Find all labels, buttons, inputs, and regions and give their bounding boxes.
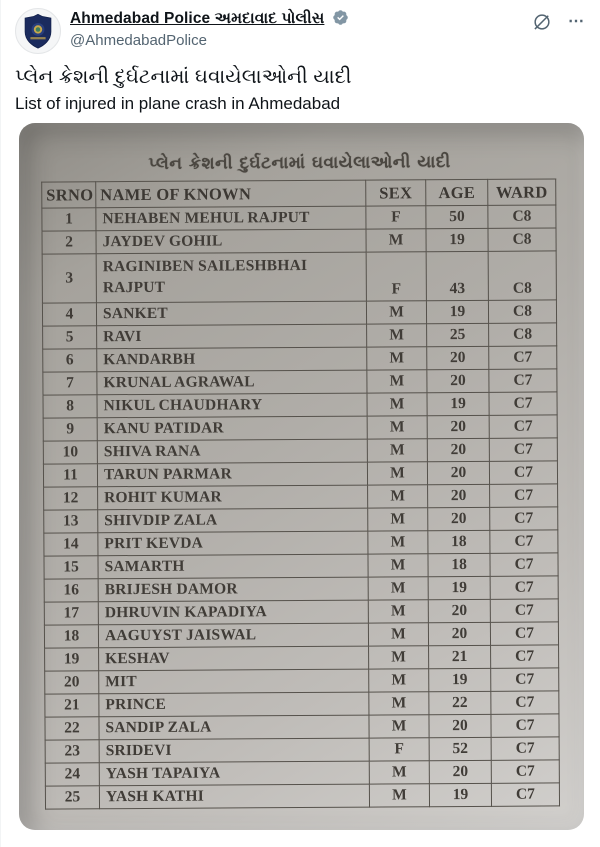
cell-sex: M [367,324,427,347]
cell-age: 20 [428,484,490,507]
cell-name: KANDARBH [97,347,367,372]
cell-sex: M [367,370,427,393]
cell-sex: M [369,784,429,807]
cell-sex: M [369,646,429,669]
cell-name: SHIVDIP ZALA [98,508,368,533]
table-row [42,300,556,326]
cell-name: JAYDEV GOHIL [96,229,366,254]
cell-name: KANU PATIDAR [97,416,367,441]
table-row [43,369,557,395]
cell-age: 22 [429,691,491,714]
cell-sex: M [368,623,428,646]
cell-age: 19 [429,783,491,806]
cell-sex: M [367,347,427,370]
cell-ward: C7 [490,599,558,622]
cell-age: 20 [427,415,489,438]
cell-srno: 24 [45,763,99,786]
tweet-text-english: List of injured in plane crash in Ahmedabad [15,94,341,113]
table-row [44,622,558,648]
cell-age: 52 [429,737,491,760]
cell-name: NEHABEN MEHUL RAJPUT [96,206,366,231]
cell-ward: C7 [491,668,559,691]
cell-name: SHIVA RANA [97,439,367,464]
cell-ward: C8 [488,300,556,323]
cell-srno: 8 [43,395,97,418]
cell-sex: M [367,462,427,485]
table-row [45,714,559,740]
cell-ward: C8 [488,205,556,228]
table-row [43,346,557,372]
cell-name: KRUNAL AGRAWAL [97,370,367,395]
col-header-ward: WARD [488,179,556,205]
cell-sex: M [369,669,429,692]
cell-srno: 20 [45,671,99,694]
table-row [45,737,559,763]
cell-ward: C7 [490,622,558,645]
cell-age: 20 [428,599,490,622]
table-row [43,461,557,487]
cell-sex: M [369,715,429,738]
cell-ward: C7 [490,530,558,553]
table-row [42,205,556,231]
table-row [43,438,557,464]
cell-name: SANKET [96,301,366,326]
cell-age: 43 [426,251,488,300]
cell-name: YASH KATHI [99,784,369,809]
cell-name: PRIT KEVDA [98,531,368,556]
cell-sex: M [368,554,428,577]
table-row [45,783,559,809]
cell-sex: M [367,439,427,462]
cell-age: 19 [429,668,491,691]
table-row [45,645,559,671]
cell-srno: 2 [42,231,96,254]
cell-srno: 3 [42,254,96,303]
cell-srno: 23 [45,740,99,763]
table-row [43,392,557,418]
cell-name: RAGINIBEN SAILESHBHAI RAJPUT [96,252,366,303]
cell-ward: C7 [490,553,558,576]
table-row [44,530,558,556]
table-row [44,599,558,625]
cell-age: 18 [428,553,490,576]
cell-ward: C7 [491,714,559,737]
cell-name: DHRUVIN KAPADIYA [98,600,368,625]
cell-name: SAMARTH [98,554,368,579]
injured-table-body [42,205,560,809]
cell-name: ROHIT KUMAR [98,485,368,510]
cell-ward: C7 [491,760,559,783]
cell-sex: M [367,393,427,416]
tweet-text-gujarati: પ્લેન ક્રેશની દુર્ઘટનામાં ઘવાયેલાઓની યાદી [15,66,352,88]
grok-icon[interactable] [532,12,552,32]
author-names [70,8,532,49]
cell-srno: 1 [42,208,96,231]
cell-name: NIKUL CHAUDHARY [97,393,367,418]
cell-srno: 16 [44,579,98,602]
cell-ward: C8 [488,228,556,251]
cell-name: BRIJESH DAMOR [98,577,368,602]
cell-sex: F [366,206,426,229]
col-header-sex: SEX [366,180,426,206]
cell-ward: C7 [489,438,557,461]
table-row [44,553,558,579]
cell-age: 20 [429,760,491,783]
more-menu-icon[interactable]: ⋯ [568,13,585,30]
cell-ward: C7 [491,645,559,668]
cell-age: 50 [426,205,488,228]
cell-sex: M [368,577,428,600]
col-header-name: NAME OF KNOWN [96,180,366,208]
cell-ward: C8 [488,251,556,300]
cell-sex: M [366,301,426,324]
table-row [45,691,559,717]
cell-name: KESHAV [99,646,369,671]
cell-age: 25 [427,323,489,346]
post-header [1,0,600,54]
table-row [44,576,558,602]
cell-sex: M [368,600,428,623]
tweet-text [1,54,600,116]
cell-age: 19 [426,228,488,251]
cell-ward: C7 [490,484,558,507]
table-row [43,415,557,441]
cell-ward: C7 [489,392,557,415]
cell-sex: M [368,485,428,508]
avatar[interactable] [15,8,61,54]
table-row [43,323,557,349]
cell-name: YASH TAPAIYA [99,761,369,786]
injured-list-table [41,178,560,809]
table-row [42,251,556,303]
cell-name: MIT [99,669,369,694]
police-badge-icon [19,12,57,50]
cell-srno: 18 [44,625,98,648]
author-handle[interactable]: @AhmedabadPolice [70,32,207,49]
cell-ward: C7 [489,369,557,392]
cell-srno: 25 [45,786,99,809]
col-header-age: AGE [426,179,488,205]
cell-ward: C7 [490,507,558,530]
cell-srno: 7 [43,372,97,395]
cell-srno: 14 [44,533,98,556]
cell-ward: C8 [489,323,557,346]
table-row [44,484,558,510]
cell-srno: 4 [42,303,96,326]
cell-sex: M [368,508,428,531]
cell-srno: 17 [44,602,98,625]
cell-sex: M [368,531,428,554]
cell-srno: 9 [43,418,97,441]
cell-ward: C7 [491,737,559,760]
cell-srno: 15 [44,556,98,579]
cell-sex: M [369,761,429,784]
scan-title-gujarati: પ્લેન ક્રેશની દુર્ઘટનામાં ઘવાયેલાઓની યાદી [148,152,451,174]
cell-age: 19 [426,300,488,323]
cell-name: RAVI [97,324,367,349]
cell-ward: C7 [489,346,557,369]
cell-age: 19 [428,576,490,599]
cell-age: 20 [427,346,489,369]
author-display-name[interactable]: Ahmedabad Police અમદાવાદ પોલીસ [70,9,325,27]
cell-age: 20 [427,438,489,461]
cell-ward: C7 [489,461,557,484]
cell-name: SANDIP ZALA [99,715,369,740]
scanned-document [19,123,584,830]
cell-srno: 12 [44,487,98,510]
table-row [45,668,559,694]
cell-name: AAGUYST JAISWAL [98,623,368,648]
cell-srno: 10 [43,441,97,464]
table-row [45,760,559,786]
tweet-photo-scanned-list[interactable] [19,123,584,830]
cell-sex: F [369,738,429,761]
cell-ward: C7 [490,576,558,599]
cell-age: 20 [427,369,489,392]
cell-age: 20 [427,461,489,484]
cell-ward: C7 [491,691,559,714]
cell-age: 20 [429,714,491,737]
cell-ward: C7 [489,415,557,438]
cell-sex: M [366,229,426,252]
cell-sex: F [366,252,426,301]
cell-age: 18 [428,530,490,553]
cell-name: PRINCE [99,692,369,717]
cell-age: 21 [429,645,491,668]
table-row [44,507,558,533]
table-row [42,228,556,254]
cell-srno: 11 [43,464,97,487]
cell-srno: 19 [45,648,99,671]
cell-age: 20 [428,622,490,645]
cell-name: SRIDEVI [99,738,369,763]
table-header-row [42,179,556,208]
cell-srno: 13 [44,510,98,533]
verified-badge-icon [332,9,349,31]
cell-sex: M [369,692,429,715]
cell-srno: 5 [43,326,97,349]
cell-srno: 21 [45,694,99,717]
cell-age: 20 [428,507,490,530]
col-header-srno: SRNO [42,182,96,208]
cell-name: TARUN PARMAR [97,462,367,487]
cell-ward: C7 [491,783,559,806]
cell-srno: 6 [43,349,97,372]
cell-srno: 22 [45,717,99,740]
cell-sex: M [367,416,427,439]
header-actions [532,8,585,32]
cell-age: 19 [427,392,489,415]
